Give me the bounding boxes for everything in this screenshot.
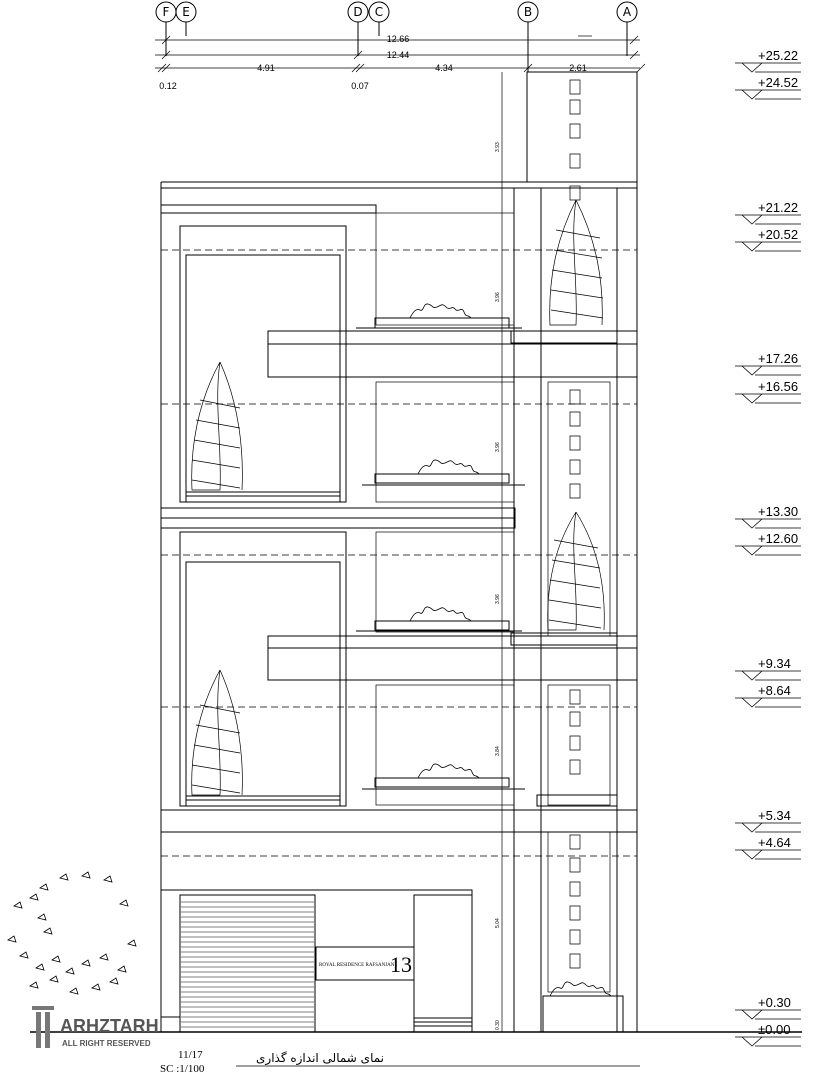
level-label: +16.56 [758, 379, 799, 394]
dim-span-db: 4.34 [435, 63, 453, 73]
title-block [160, 1049, 640, 1075]
grid-label-b: B [523, 5, 533, 19]
planter-shrubs [410, 304, 611, 996]
vdim-7: 0.30 [495, 1020, 501, 1030]
dim-span-ba: 2.61 [569, 63, 587, 73]
logo-name: ARHZTARH [60, 1016, 159, 1036]
dim-offset-left: 0.12 [159, 81, 177, 91]
vdim-6: 5.04 [495, 918, 501, 928]
arhztarh-logo [32, 1006, 159, 1048]
stylized-trees [192, 200, 605, 795]
floor-slabs [161, 205, 637, 1032]
sheet-scale: SC :1/100 [160, 1063, 205, 1075]
level-label: +12.60 [758, 531, 799, 546]
vdim-5: 3.84 [495, 746, 501, 756]
grid-label-f: F [162, 5, 170, 19]
level-label: +25.22 [758, 48, 799, 63]
leaf-scatter-decoration [8, 872, 136, 994]
level-label: +13.30 [758, 504, 799, 519]
level-label: +21.22 [758, 200, 799, 215]
grid-label-a: A [622, 5, 632, 19]
logo-rights: ALL RIGHT RESERVED [62, 1039, 151, 1048]
level-label: +0.30 [758, 995, 791, 1010]
level-label: +24.52 [758, 75, 799, 90]
building-name-plate: ROYAL RESIDENCE RAFSANJAN [319, 963, 395, 968]
garage-door-louvres [181, 902, 314, 1027]
dim-overall-inner: 12.44 [386, 50, 410, 60]
grid-label-c: C [374, 5, 384, 19]
sheet-number: 11/17 [178, 1049, 203, 1061]
building-number: 13 [390, 952, 412, 977]
balcony-upper [268, 331, 637, 377]
name-plate [316, 947, 414, 980]
grid-label-d: D [353, 5, 363, 19]
building-outline [30, 72, 802, 1032]
vdim-3: 3.96 [495, 442, 501, 452]
horizontal-dimensions [155, 34, 645, 91]
level-label: +20.52 [758, 227, 799, 242]
vertical-block-pattern [570, 80, 580, 968]
level-markers [735, 48, 801, 1046]
planter-boxes [186, 318, 623, 1032]
level-label: +17.26 [758, 351, 799, 366]
vdim-2: 3.96 [495, 292, 501, 302]
dim-overall-outer: 12.66 [386, 34, 410, 44]
level-label: ±0.00 [758, 1022, 791, 1037]
roof-box [527, 72, 637, 182]
level-label: +9.34 [758, 656, 791, 671]
dim-span-fd: 4.91 [257, 63, 275, 73]
level-label: +4.64 [758, 835, 791, 850]
vdim-4: 3.96 [495, 594, 501, 604]
vdim-1: 3.93 [495, 142, 501, 152]
drawing-title: نمای شمالی اندازه گذاری [256, 1051, 384, 1065]
vertical-dimensions [495, 142, 501, 1030]
dim-offset-mid: 0.07 [351, 81, 369, 91]
garage-door [180, 895, 315, 1032]
level-label: +5.34 [758, 808, 791, 823]
grid-label-e: E [182, 5, 190, 19]
level-label: +8.64 [758, 683, 791, 698]
level-dashed-lines [161, 250, 637, 856]
balcony-lower [268, 636, 637, 680]
